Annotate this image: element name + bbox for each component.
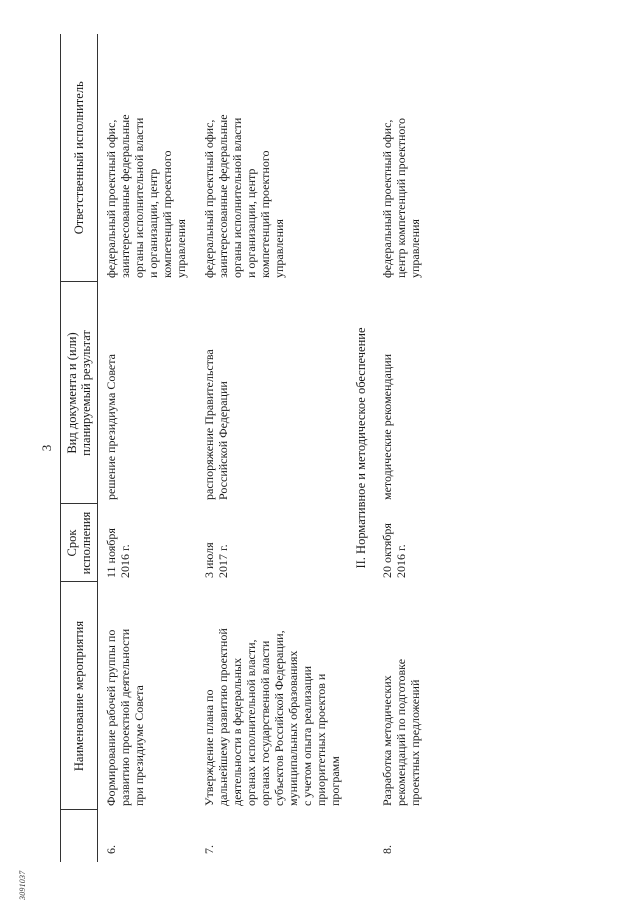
margin-code: 3091037 <box>18 870 27 900</box>
row-name: Утверждение плана по дальнейшему развитию проектной деятельности в федеральных органах исполнительной власти, органах государственной власти субъектов Российской Федерации, муниципальных образованиях с учетом опыта реализации приоритетных проектов и программ <box>202 628 342 806</box>
rotated-content <box>38 34 628 862</box>
row-number: 6. <box>104 845 118 854</box>
header-responsible: Ответственный исполнитель <box>61 34 98 282</box>
plan-table-wrapper <box>60 34 430 862</box>
row-responsible: федеральный проектный офис, центр компетенций проектного управления <box>380 117 422 278</box>
table-header-row <box>61 34 98 862</box>
row-document: методические рекомендации <box>380 353 394 500</box>
table-row <box>196 34 350 862</box>
header-name: Наименование мероприятия <box>61 582 98 810</box>
section-row <box>350 34 374 862</box>
row-name: Разработка методических рекомендаций по подготовке проектных предложений <box>380 658 422 806</box>
table-row <box>374 34 430 862</box>
row-document: решение президиума Совета <box>104 354 118 500</box>
header-document: Вид документа и (или) планируемый результат <box>61 282 98 504</box>
page-number: 3 <box>39 444 54 452</box>
section-title: II. Нормативное и методическое обеспечение <box>354 327 368 569</box>
row-number: 8. <box>380 845 394 854</box>
row-term: 11 ноября 2016 г. <box>104 528 132 578</box>
row-term: 3 июля 2017 г. <box>202 542 230 578</box>
row-name: Формирование рабочей группы по развитию проектной деятельности при президиуме Совета <box>104 628 146 806</box>
row-number: 7. <box>202 845 216 854</box>
plan-table <box>60 34 430 862</box>
table-row <box>98 34 197 862</box>
header-term: Срок исполнения <box>61 504 98 582</box>
row-responsible: федеральный проектный офис, заинтересованные федеральные органы исполнительной власти и организации, центр компетенций проектного управления <box>202 114 286 278</box>
header-number <box>61 810 98 862</box>
row-document: распоряжение Правительства Российской Федерации <box>202 349 230 500</box>
row-term: 20 октября 2016 г. <box>380 523 408 578</box>
row-responsible: федеральный проектный офис, заинтересованные федеральные органы исполнительной власти и организации, центр компетенций проектного управления <box>104 114 188 278</box>
